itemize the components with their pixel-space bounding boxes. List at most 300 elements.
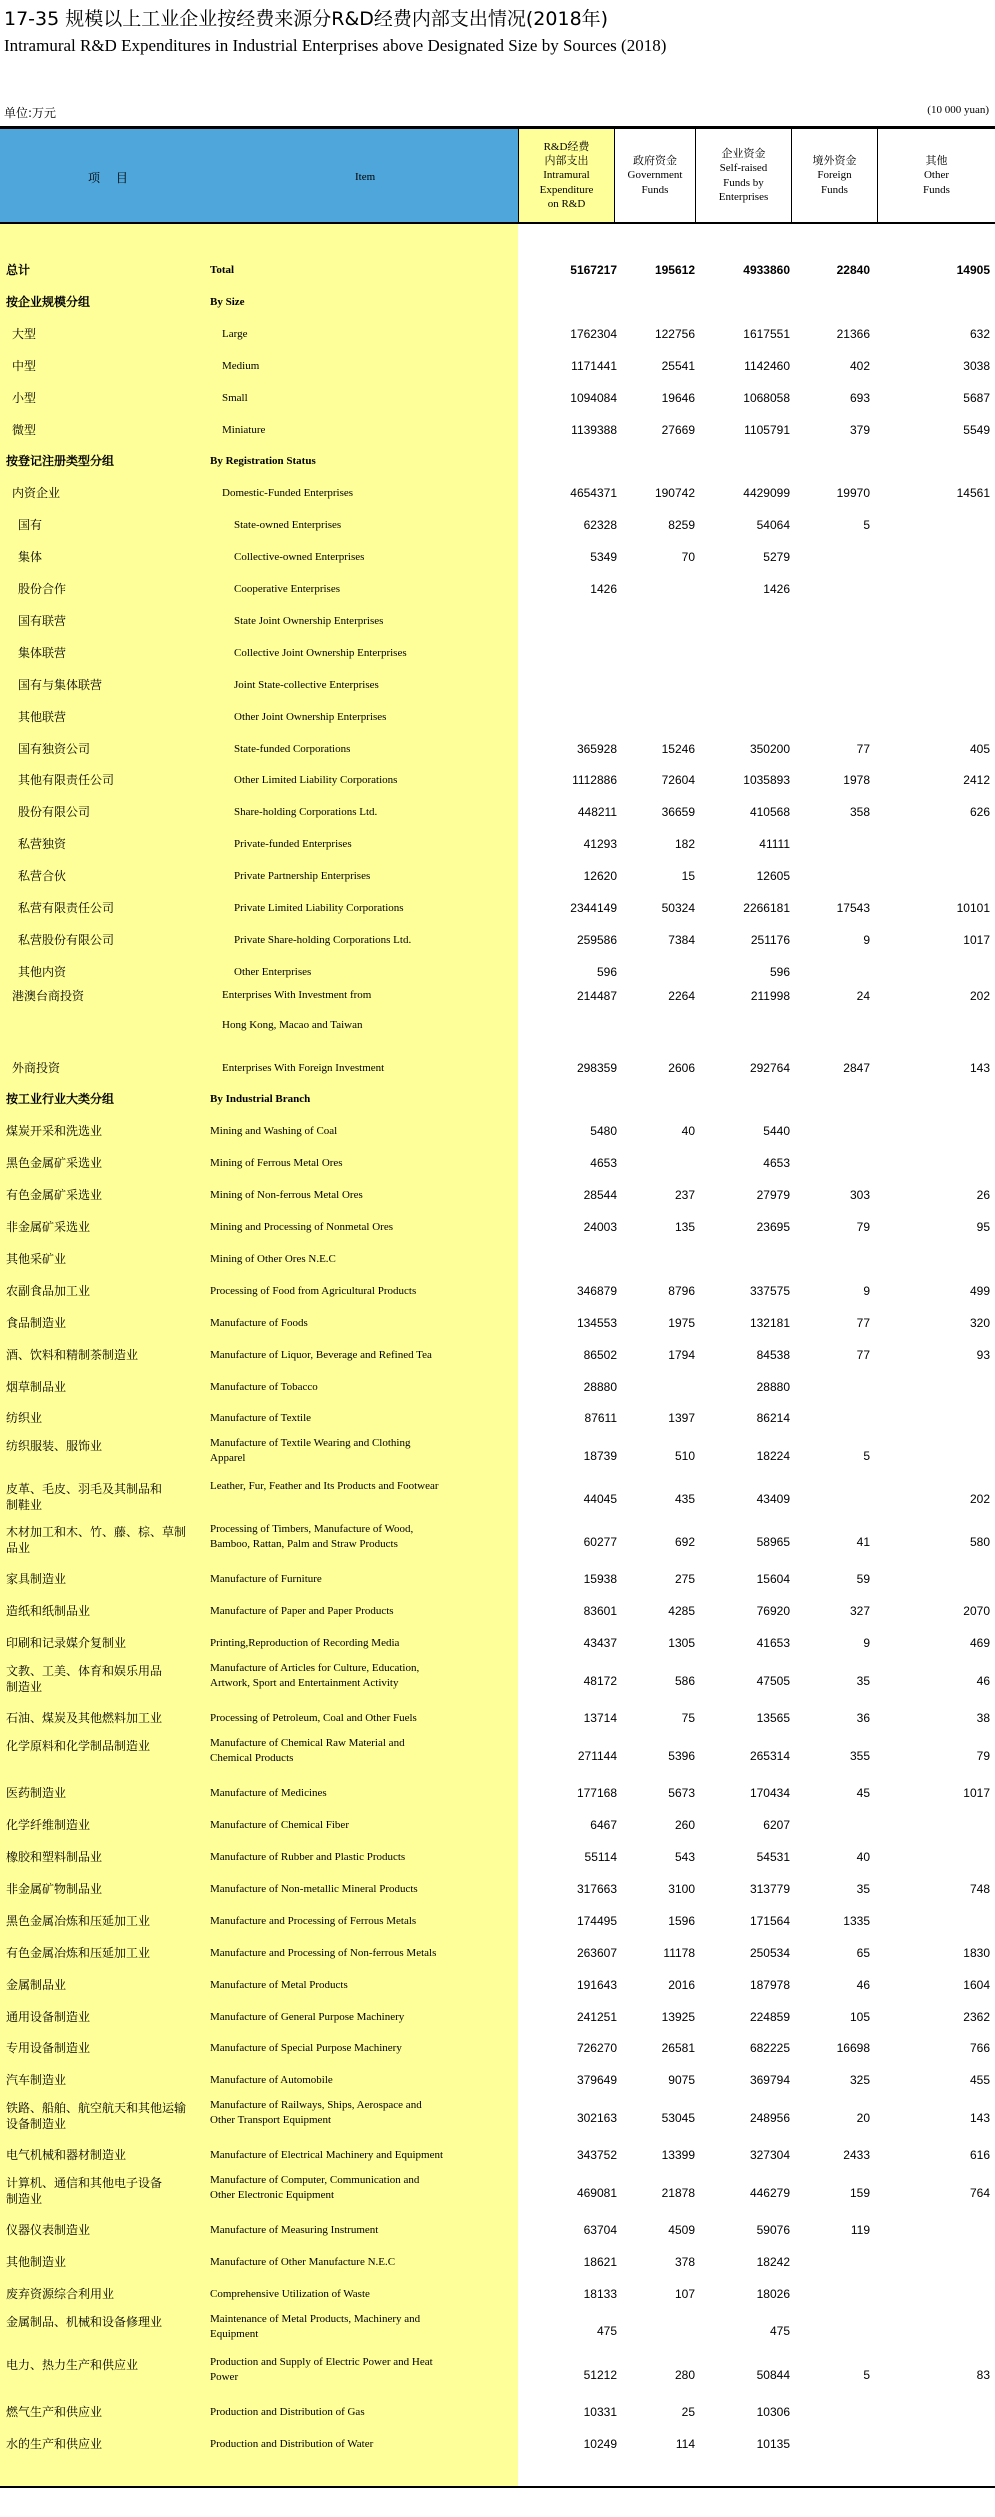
table-row	[0, 350, 995, 382]
other-value: 469	[969, 1636, 990, 1651]
row-label-cn: 国有独资公司	[18, 741, 91, 756]
table-row	[0, 1115, 995, 1147]
foreign-value: 9	[863, 1636, 870, 1651]
self-raised-value: 41653	[756, 1636, 790, 1651]
government-value: 40	[681, 1124, 695, 1139]
self-raised-value: 132181	[749, 1315, 790, 1330]
intramural-value: 15938	[583, 1572, 617, 1587]
row-label-en: Manufacture of Measuring Instrument	[210, 2224, 379, 2237]
self-raised-value: 171564	[749, 1913, 790, 1928]
row-label-cn: 黑色金属冶炼和压延加工业	[6, 1913, 151, 1928]
intramural-value: 62328	[583, 518, 617, 533]
row-label-cn: 其他有限责任公司	[18, 773, 115, 788]
row-label-en: Private Partnership Enterprises	[234, 870, 371, 883]
table-row	[0, 1339, 995, 1371]
intramural-value: 5480	[590, 1124, 617, 1139]
table-row	[0, 1969, 995, 2001]
intramural-value: 60277	[583, 1534, 617, 1549]
table-row	[0, 1873, 995, 1905]
row-label-cn: 化学原料和化学制品制造业	[6, 1739, 151, 1754]
row-label-en: Manufacture of Chemical Raw Material and Chemical Products	[210, 1737, 405, 1765]
row-label-en: Leather, Fur, Feather and Its Products and Footwear	[210, 1480, 439, 1493]
self-raised-value: 58965	[756, 1534, 790, 1549]
intramural-value: 18621	[583, 2255, 617, 2270]
government-value: 260	[674, 1818, 695, 1833]
row-label-cn: 私营合伙	[18, 869, 67, 884]
row-label-cn: 农副食品加工业	[6, 1283, 91, 1298]
foreign-value: 65	[856, 1945, 870, 1960]
foreign-value: 41	[856, 1534, 870, 1549]
self-raised-value: 251176	[750, 932, 790, 947]
row-label-cn: 港澳台商投资	[12, 988, 85, 1003]
foreign-value: 20	[856, 2110, 870, 2125]
row-label-en: Domestic-Funded Enterprises	[222, 487, 354, 500]
table-header	[0, 126, 995, 224]
government-value: 275	[674, 1572, 695, 1587]
self-raised-value: 248956	[749, 2110, 790, 2125]
intramural-value: 1762304	[570, 326, 617, 341]
table-row	[0, 1595, 995, 1627]
foreign-value: 79	[856, 1220, 870, 1234]
intramural-value: 214487	[576, 988, 617, 1003]
table-row	[0, 924, 995, 956]
self-raised-value: 446279	[749, 2185, 790, 2200]
row-label-cn: 微型	[12, 422, 37, 437]
row-label-cn: 家具制造业	[6, 1572, 67, 1587]
foreign-value: 693	[849, 390, 870, 405]
government-value: 4509	[668, 2223, 695, 2238]
row-label-cn: 国有与集体联营	[18, 677, 103, 692]
self-raised-value: 10135	[756, 2436, 790, 2451]
self-raised-value: 12605	[756, 869, 790, 884]
unit-label-en: (10 000 yuan)	[927, 104, 989, 116]
government-value: 53045	[661, 2110, 695, 2125]
foreign-value: 2847	[843, 1060, 870, 1075]
table-row	[0, 1937, 995, 1969]
header-other: 其他 Other Funds	[877, 129, 995, 222]
row-label-cn: 大型	[12, 326, 37, 341]
row-label-en: Large	[222, 327, 248, 340]
government-value: 75	[681, 1711, 695, 1726]
foreign-value: 119	[850, 2223, 870, 2238]
self-raised-value: 5279	[763, 550, 790, 565]
foreign-value: 46	[856, 1977, 870, 1992]
table-row	[0, 1659, 995, 1702]
table-bottom-rule	[0, 2486, 995, 2488]
other-value: 764	[969, 2185, 990, 2200]
other-value: 79	[976, 1748, 990, 1763]
self-raised-value: 1142460	[744, 358, 790, 373]
table-row	[0, 541, 995, 573]
table-row	[0, 414, 995, 446]
row-label-cn: 金属制品业	[6, 1977, 67, 1992]
self-raised-value: 18026	[756, 2287, 790, 2302]
table-row	[0, 2001, 995, 2033]
row-label-en: Small	[222, 391, 248, 404]
other-value: 405	[969, 741, 990, 756]
row-label-cn: 造纸和纸制品业	[6, 1604, 91, 1619]
intramural-value: 263607	[576, 1945, 617, 1960]
self-raised-value: 5440	[763, 1124, 790, 1139]
row-label-cn: 专用设备制造业	[6, 2041, 91, 2056]
row-label-en: Private Limited Liability Corporations	[234, 902, 404, 914]
row-label-en: Manufacture and Processing of Non-ferrous Metals	[210, 1946, 437, 1959]
foreign-value: 77	[856, 741, 870, 756]
foreign-value: 5	[863, 1448, 870, 1463]
row-label-cn: 私营有限责任公司	[18, 901, 115, 915]
government-value: 7384	[668, 932, 695, 947]
row-label-cn: 有色金属矿采选业	[6, 1188, 103, 1203]
table-row	[0, 1307, 995, 1339]
intramural-value: 83601	[583, 1604, 617, 1619]
table-row	[0, 1083, 995, 1115]
intramural-value: 5167217	[570, 263, 617, 277]
government-value: 11178	[663, 1945, 695, 1960]
row-label-en: Manufacture of Railways, Ships, Aerospace and Other Transport Equipment	[210, 2099, 422, 2127]
self-raised-value: 369794	[749, 2073, 790, 2088]
self-raised-value: 4933860	[743, 263, 790, 277]
self-raised-value: 47505	[756, 1673, 790, 1688]
intramural-value: 365928	[576, 741, 617, 756]
item-header-en: Item	[355, 171, 376, 183]
government-value: 9075	[668, 2073, 695, 2088]
table-row	[0, 1702, 995, 1734]
row-label-cn: 文教、工美、体育和娱乐用品 制造业	[6, 1664, 163, 1695]
intramural-value: 317663	[576, 1881, 617, 1896]
intramural-value: 596	[596, 964, 617, 979]
row-label-cn: 废弃资源综合利用业	[6, 2287, 115, 2302]
header-self-raised: 企业资金 Self-raised Funds by Enterprises	[695, 129, 791, 222]
government-value: 36659	[661, 805, 695, 820]
government-value: 122756	[654, 326, 695, 341]
table-row	[0, 2139, 995, 2171]
table-row	[0, 1371, 995, 1403]
row-label-cn: 小型	[12, 390, 37, 405]
table-row	[0, 860, 995, 892]
government-value: 13925	[661, 2009, 695, 2024]
government-value: 543	[674, 1850, 695, 1865]
self-raised-value: 170434	[749, 1786, 790, 1801]
intramural-value: 174495	[576, 1913, 617, 1928]
table-row	[0, 764, 995, 796]
government-value: 435	[674, 1491, 695, 1506]
foreign-value: 40	[856, 1850, 870, 1865]
row-label-en: Printing,Reproduction of Recording Media	[210, 1637, 400, 1650]
self-raised-value: 84538	[756, 1347, 790, 1362]
intramural-value: 18133	[583, 2287, 617, 2302]
row-label-cn: 铁路、船舶、航空航天和其他运输 设备制造业	[6, 2101, 187, 2132]
table-row	[0, 2064, 995, 2096]
intramural-value: 86502	[583, 1347, 617, 1362]
other-value: 632	[969, 326, 990, 341]
intramural-value: 2344149	[570, 901, 617, 915]
table-row	[0, 1905, 995, 1937]
row-label-en: By Industrial Branch	[210, 1093, 311, 1106]
intramural-value: 12620	[583, 869, 617, 884]
intramural-value: 1426	[590, 582, 617, 596]
self-raised-value: 1068058	[743, 390, 790, 405]
government-value: 510	[674, 1448, 695, 1463]
self-raised-value: 313779	[749, 1881, 790, 1896]
intramural-value: 346879	[576, 1283, 617, 1298]
table-row	[0, 988, 995, 1052]
intramural-value: 63704	[583, 2223, 617, 2238]
table-row	[0, 796, 995, 828]
table-row	[0, 445, 995, 477]
row-label-en: Maintenance of Metal Products, Machinery and Equipment	[210, 2312, 421, 2340]
other-value: 143	[969, 1060, 990, 1075]
self-raised-value: 41111	[759, 837, 790, 852]
table-row	[0, 1563, 995, 1595]
row-label-en: Manufacture of Liquor, Beverage and Refined Tea	[210, 1348, 432, 1361]
row-label-en: Manufacture of Automobile	[210, 2074, 333, 2087]
other-value: 3038	[963, 358, 990, 373]
table-row	[0, 1052, 995, 1084]
row-label-en: Manufacture of Metal Products	[210, 1978, 348, 1991]
government-value: 4285	[668, 1604, 695, 1619]
other-value: 143	[969, 2110, 990, 2125]
row-label-en: Manufacture of Chemical Fiber	[210, 1819, 349, 1832]
intramural-value: 10331	[583, 2405, 617, 2420]
intramural-value: 6467	[590, 1818, 617, 1833]
row-label-en: Manufacture of Other Manufacture N.E.C	[210, 2256, 396, 2269]
foreign-value: 9	[863, 932, 870, 947]
other-value: 5549	[963, 422, 990, 437]
other-value: 46	[976, 1673, 990, 1688]
item-header-cell	[0, 129, 518, 222]
foreign-value: 19970	[836, 486, 870, 501]
row-label-en: Manufacture of Foods	[210, 1316, 308, 1329]
self-raised-value: 54531	[756, 1850, 790, 1865]
row-label-en: Manufacture of Computer, Communication and Other Electronic Equipment	[210, 2174, 420, 2202]
row-label-cn: 黑色金属矿采选业	[6, 1156, 103, 1171]
row-label-cn: 酒、饮料和精制茶制造业	[6, 1347, 139, 1362]
foreign-value: 402	[849, 358, 870, 373]
row-label-cn: 国有联营	[18, 613, 67, 628]
government-value: 692	[674, 1534, 695, 1549]
government-value: 195612	[654, 263, 695, 277]
row-label-cn: 中型	[12, 358, 37, 373]
other-value: 83	[976, 2367, 990, 2382]
row-label-en: Production and Distribution of Water	[210, 2437, 374, 2450]
self-raised-value: 1617551	[743, 326, 790, 341]
row-label-cn: 总计	[6, 263, 31, 277]
government-value: 8796	[668, 1283, 695, 1298]
row-label-cn: 电气机械和器材制造业	[6, 2148, 127, 2163]
intramural-value: 191643	[576, 1977, 617, 1992]
row-label-cn: 其他采矿业	[6, 1251, 67, 1266]
table-row	[0, 2214, 995, 2246]
other-value: 626	[969, 805, 990, 820]
foreign-value: 379	[849, 422, 870, 437]
table-row	[0, 1243, 995, 1275]
row-label-cn: 其他制造业	[6, 2255, 67, 2270]
government-value: 182	[674, 837, 695, 852]
table-row	[0, 2428, 995, 2460]
row-label-en: State Joint Ownership Enterprises	[234, 614, 384, 627]
row-label-en: Collective Joint Ownership Enterprises	[234, 646, 407, 659]
table-row	[0, 892, 995, 924]
row-label-cn: 汽车制造业	[6, 2073, 67, 2088]
intramural-value: 51212	[583, 2367, 617, 2382]
other-value: 2362	[963, 2009, 990, 2024]
table-row	[0, 701, 995, 733]
table-row	[0, 1734, 995, 1777]
self-raised-value: 18242	[756, 2255, 790, 2270]
intramural-value: 448211	[577, 805, 617, 820]
row-label-cn: 计算机、通信和其他电子设备 制造业	[6, 2176, 163, 2207]
header-intramural: R&D经费 内部支出 Intramural Expenditure on R&D	[518, 129, 614, 222]
self-raised-value: 337575	[749, 1283, 790, 1298]
row-label-en: Mining of Other Ores N.E.C	[210, 1252, 336, 1265]
row-label-cn: 电力、热力生产和供应业	[6, 2358, 139, 2373]
other-value: 320	[969, 1315, 990, 1330]
government-value: 2606	[668, 1060, 695, 1075]
self-raised-value: 76920	[756, 1604, 790, 1619]
government-value: 5396	[668, 1748, 695, 1763]
intramural-value: 28880	[583, 1379, 617, 1394]
row-label-en: Mining of Non-ferrous Metal Ores	[210, 1189, 363, 1202]
table-row	[0, 2171, 995, 2214]
self-raised-value: 350200	[749, 741, 790, 756]
self-raised-value: 6207	[763, 1818, 790, 1833]
other-value: 26	[976, 1188, 990, 1203]
row-label-cn: 烟草制品业	[6, 1379, 67, 1394]
row-label-cn: 内资企业	[12, 486, 61, 501]
intramural-value: 475	[596, 2324, 617, 2339]
row-label-en: State-owned Enterprises	[234, 519, 342, 532]
self-raised-value: 1105791	[744, 422, 790, 437]
row-label-en: Manufacture of Rubber and Plastic Products	[210, 1851, 406, 1864]
row-label-en: Cooperative Enterprises	[234, 583, 340, 595]
table-row	[0, 2396, 995, 2428]
other-value: 455	[969, 2073, 990, 2088]
foreign-value: 325	[849, 2073, 870, 2088]
row-label-cn: 煤炭开采和洗选业	[6, 1124, 103, 1139]
intramural-value: 302163	[576, 2110, 617, 2125]
row-label-cn: 橡胶和塑料制品业	[6, 1850, 103, 1865]
row-label-cn: 按企业规模分组	[6, 294, 91, 309]
government-value: 19646	[661, 390, 695, 405]
foreign-value: 21366	[836, 326, 870, 341]
government-value: 135	[674, 1220, 695, 1234]
table-row	[0, 1841, 995, 1873]
other-value: 1604	[963, 1977, 990, 1992]
government-value: 72604	[661, 773, 695, 788]
government-value: 15246	[661, 741, 695, 756]
other-value: 202	[969, 1491, 990, 1506]
table-row	[0, 637, 995, 669]
table-row	[0, 509, 995, 541]
row-label-en: Manufacture of Textile	[210, 1412, 312, 1425]
table-row	[0, 573, 995, 605]
government-value: 21878	[661, 2185, 695, 2200]
item-header-cn: 项 目	[88, 171, 134, 185]
table-row	[0, 1434, 995, 1477]
self-raised-value: 475	[769, 2324, 790, 2339]
row-label-en: Mining of Ferrous Metal Ores	[210, 1157, 343, 1170]
self-raised-value: 23695	[756, 1220, 790, 1234]
table-row	[0, 1179, 995, 1211]
table-row	[0, 733, 995, 765]
row-label-cn: 有色金属冶炼和压延加工业	[6, 1945, 151, 1960]
self-raised-value: 54064	[756, 518, 790, 533]
row-label-cn: 股份合作	[18, 582, 67, 596]
foreign-value: 77	[856, 1315, 870, 1330]
row-label-en: Mining and Processing of Nonmetal Ores	[210, 1221, 393, 1233]
row-label-en: Manufacture of Textile Wearing and Clothing Apparel	[210, 1437, 411, 1465]
row-label-en: Production and Supply of Electric Power and Heat Power	[210, 2356, 433, 2384]
row-label-en: Private Share-holding Corporations Ltd.	[234, 933, 412, 946]
self-raised-value: 250534	[749, 1945, 790, 1960]
row-label-cn: 外商投资	[12, 1060, 61, 1075]
foreign-value: 35	[856, 1673, 870, 1688]
row-label-cn: 集体联营	[18, 645, 67, 660]
foreign-value: 45	[856, 1786, 870, 1801]
row-label-cn: 食品制造业	[6, 1315, 67, 1330]
foreign-value: 327	[849, 1604, 870, 1619]
foreign-value: 358	[849, 805, 870, 820]
other-value: 580	[969, 1534, 990, 1549]
table-row	[0, 2032, 995, 2064]
self-raised-value: 10306	[756, 2405, 790, 2420]
self-raised-value: 292764	[749, 1060, 790, 1075]
table-row	[0, 669, 995, 701]
other-value: 748	[969, 1881, 990, 1896]
government-value: 1397	[668, 1411, 695, 1426]
intramural-value: 4653	[590, 1156, 617, 1171]
table-row	[0, 382, 995, 414]
government-value: 13399	[661, 2148, 695, 2163]
row-label-cn: 通用设备制造业	[6, 2009, 91, 2024]
table-row	[0, 2278, 995, 2310]
foreign-value: 17543	[836, 901, 870, 915]
row-label-cn: 水的生产和供应业	[6, 2436, 103, 2451]
row-label-en: Total	[210, 264, 235, 276]
table-row	[0, 605, 995, 637]
foreign-value: 24	[856, 988, 870, 1003]
intramural-value: 48172	[583, 1673, 617, 1688]
government-value: 114	[675, 2436, 695, 2451]
self-raised-value: 211998	[750, 988, 790, 1003]
table-row	[0, 2096, 995, 2139]
row-label-en: Manufacture and Processing of Ferrous Metals	[210, 1914, 417, 1927]
intramural-value: 28544	[583, 1188, 617, 1203]
foreign-value: 5	[863, 2367, 870, 2382]
row-label-cn: 私营独资	[18, 837, 67, 852]
intramural-value: 343752	[576, 2148, 617, 2163]
intramural-value: 379649	[576, 2073, 617, 2088]
row-label-cn: 非金属矿采选业	[6, 1220, 91, 1234]
other-value: 95	[976, 1220, 990, 1234]
government-value: 378	[674, 2255, 695, 2270]
government-value: 70	[681, 550, 695, 565]
row-label-en: By Size	[210, 295, 245, 308]
intramural-value: 18739	[583, 1448, 617, 1463]
row-label-en: Enterprises With Investment from Hong Kong, Macao and Taiwan	[222, 988, 372, 1031]
self-raised-value: 1426	[763, 582, 790, 596]
government-value: 1975	[668, 1315, 695, 1330]
government-value: 280	[674, 2367, 695, 2382]
row-label-en: Comprehensive Utilization of Waste	[210, 2288, 370, 2301]
government-value: 2264	[668, 988, 695, 1003]
self-raised-value: 410568	[749, 805, 790, 820]
row-label-en: By Registration Status	[210, 455, 316, 468]
foreign-value: 77	[856, 1347, 870, 1362]
row-label-cn: 私营股份有限公司	[18, 932, 115, 947]
intramural-value: 87611	[584, 1411, 617, 1426]
intramural-value: 134553	[576, 1315, 617, 1330]
